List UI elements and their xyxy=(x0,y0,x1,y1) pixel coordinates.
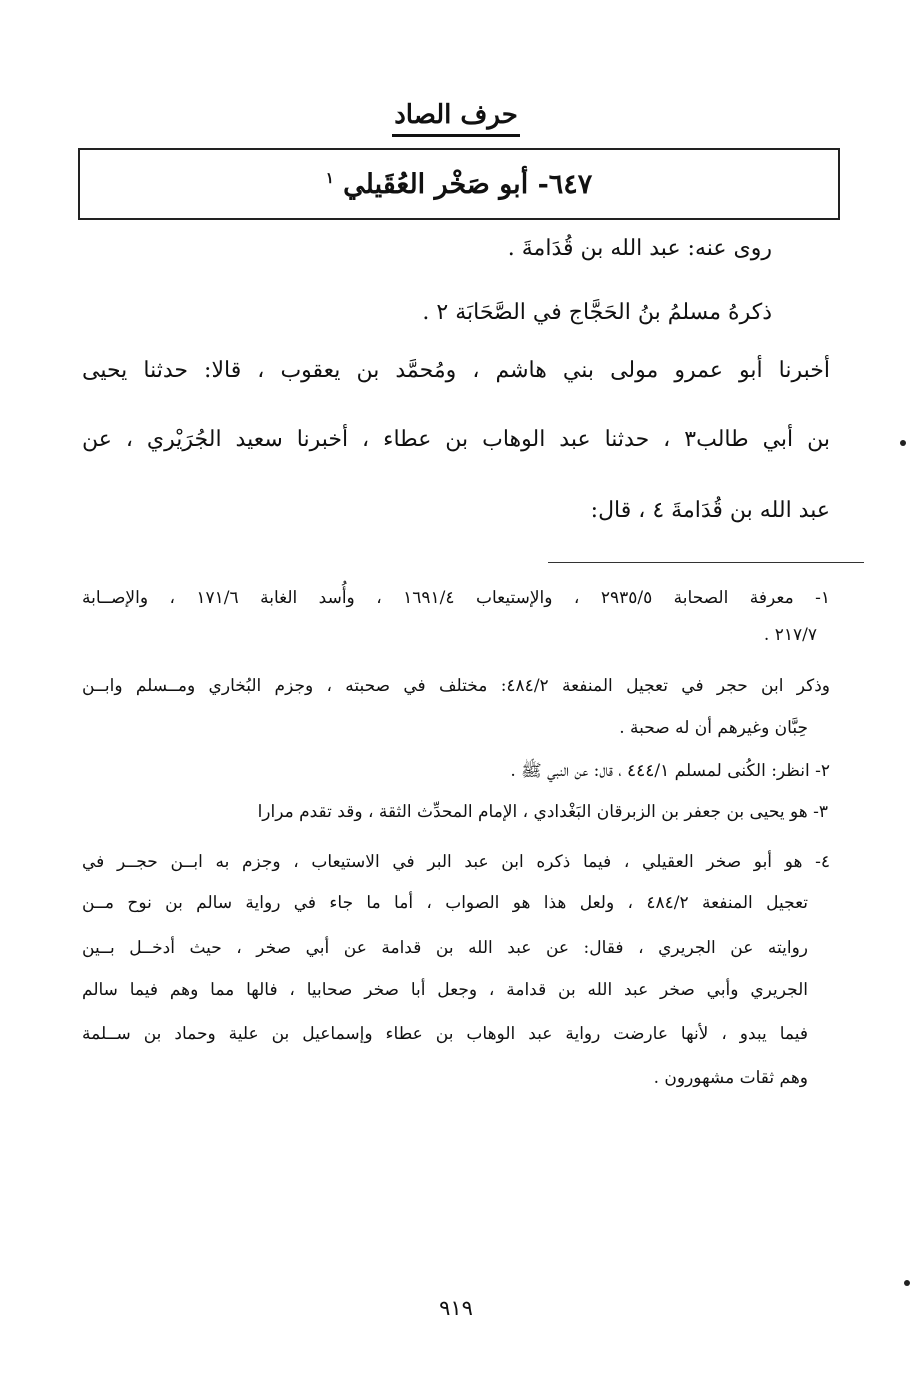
isnad-line-2: بن أبي طالب٣ ، حدثنا عبد الوهاب بن عطاء ، أخبرنا سعيد الجُرَيْري ، عن xyxy=(82,427,831,452)
section-title-text: حرف الصاد xyxy=(392,100,520,137)
entry-title xyxy=(326,169,593,200)
footnote-4-line-4: الجريري وأبي صخر عبد الله بن قدامة ، وجعل أبا صخر صحابيا ، فالها مما وهم فيما سالم xyxy=(82,980,808,1000)
footnote-3: ٣- هو يحيى بن جعفر بن الزبرقان البَغْدادي ، الإمام المحدِّث الثقة ، وقد تقدم مرارا xyxy=(257,802,828,822)
footnote-1-line-4: حِبَّان وغيرهم أن له صحبة . xyxy=(619,718,808,738)
isnad-line-1: أخبرنا أبو عمرو مولى بني هاشم ، ومُحمَّد بن يعقوب ، قالا: حدثنا يحيى xyxy=(82,358,830,383)
entry-title-text: ٦٤٧- أبو صَخْر العُقَيلي xyxy=(343,168,593,200)
footnote-2: ٢- انظر: الكُنى لمسلم ٤٤٤/١ ، قال: عن النبي ﷺ . xyxy=(510,761,830,781)
footnote-4-line-3: روايته عن الجريري ، فقال: عن عبد الله بن قدامة عن أبي صخر ، حيث أدخــل بــين xyxy=(82,938,808,958)
footnote-1-line-2: ٢١٧/٧ . xyxy=(763,625,817,645)
narrator-line: روى عنه: عبد الله بن قُدَامةَ . xyxy=(507,236,772,261)
section-title xyxy=(0,100,912,130)
entry-title-box xyxy=(78,148,840,220)
footnote-1-line-1: ١- معرفة الصحابة ٢٩٣٥/٥ ، والإستيعاب ١٦٩١/٤ ، وأُسد الغابة ١٧١/٦ ، والإصــابة xyxy=(82,588,830,608)
footnote-4-line-2: تعجيل المنفعة ٤٨٤/٢ ، ولعل هذا هو الصواب ، أما ما جاء في رواية سالم بن نوح مــن xyxy=(82,893,809,913)
footnote-4-line-5: فيما يبدو ، لأنها عارضت رواية عبد الوهاب بن عطاء وإسماعيل بن علية وحماد بن ســلمة xyxy=(82,1024,808,1044)
footnote-4-line-6: وهم ثقات مشهورون . xyxy=(653,1068,808,1088)
margin-mark xyxy=(904,1280,910,1286)
mention-line: ذكرهُ مسلمُ بنُ الحَجَّاج في الصَّحَابَة ٢ . xyxy=(422,300,772,325)
page-number: ٩١٩ xyxy=(439,1296,473,1320)
entry-footnote-mark: ١ xyxy=(325,168,334,187)
footnote-4-line-1: ٤- هو أبو صخر العقيلي ، فيما ذكره ابن عبد البر في الاستيعاب ، وجزم به ابــن حجــر في xyxy=(82,852,830,872)
footnote-1-line-3: وذكر ابن حجر في تعجيل المنفعة ٤٨٤/٢: مختلف في صحبته ، وجزم البُخاري ومــسلم وابــن xyxy=(82,676,830,696)
isnad-line-3: عبد الله بن قُدَامةَ ٤ ، قال: xyxy=(590,498,830,523)
footnote-divider xyxy=(548,562,864,563)
margin-mark xyxy=(900,440,906,446)
